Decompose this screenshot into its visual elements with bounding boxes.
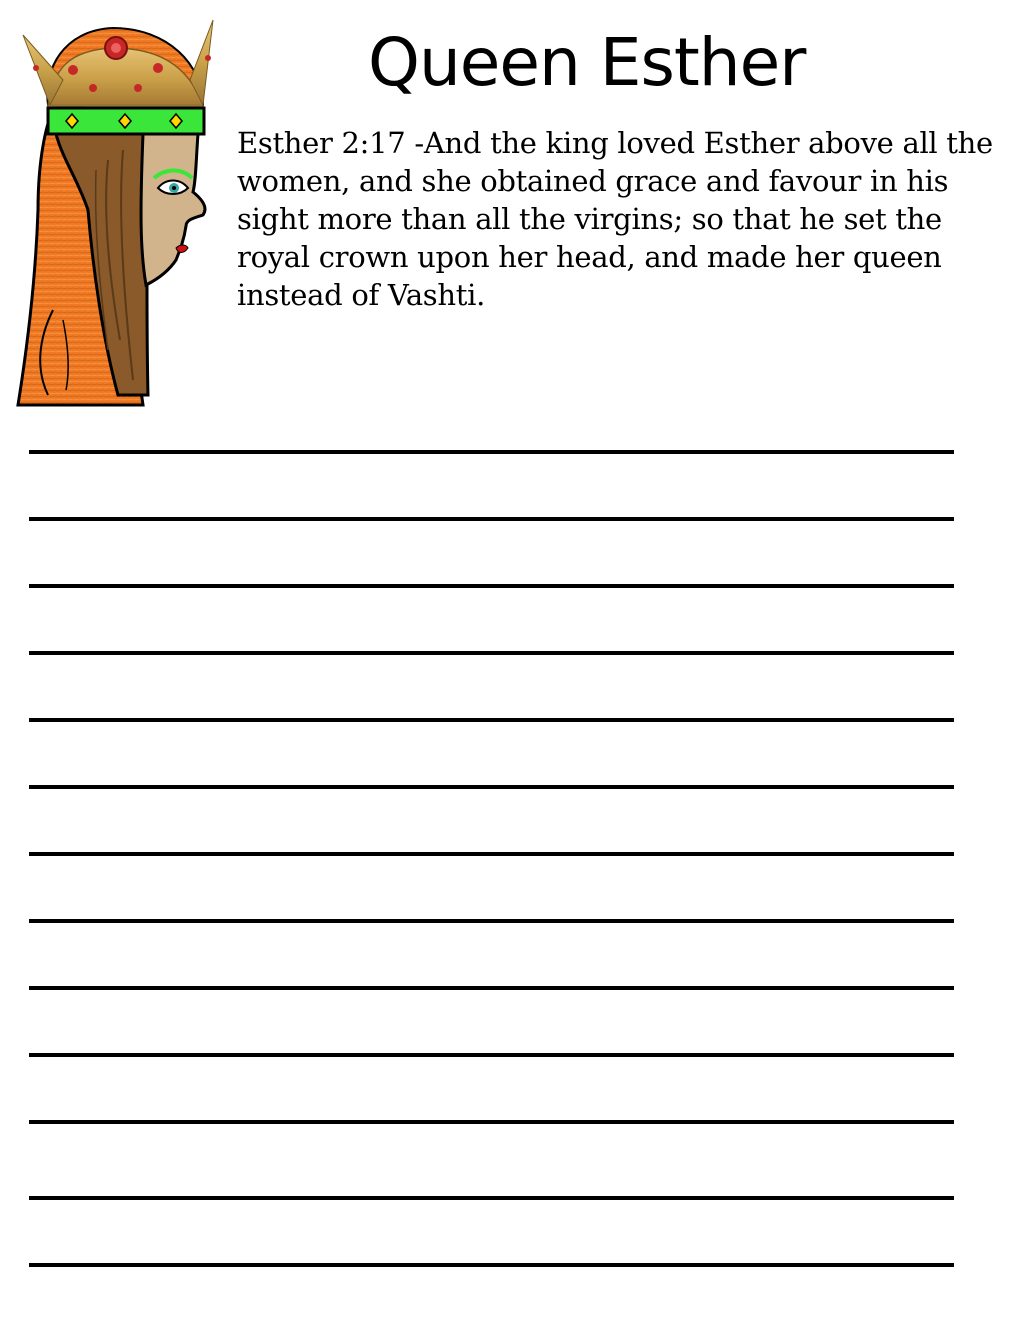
- bible-verse-text: Esther 2:17 -And the king loved Esther above all the women, and she obtained grace and favour in his sight more than all the virgins; so that he set the royal crown upon her head, and made her queen instead of Vashti.: [237, 126, 993, 312]
- writing-lines: [29, 450, 954, 1270]
- writing-line[interactable]: [29, 651, 954, 655]
- writing-line[interactable]: [29, 1263, 954, 1267]
- writing-line[interactable]: [29, 919, 954, 923]
- page-title: Queen Esther: [368, 24, 806, 101]
- writing-line[interactable]: [29, 785, 954, 789]
- writing-line[interactable]: [29, 986, 954, 990]
- writing-line[interactable]: [29, 1196, 954, 1200]
- writing-line[interactable]: [29, 852, 954, 856]
- writing-line[interactable]: [29, 584, 954, 588]
- writing-line[interactable]: [29, 718, 954, 722]
- queen-esther-crown-portrait-icon: [8, 10, 223, 415]
- writing-line[interactable]: [29, 450, 954, 454]
- writing-line[interactable]: [29, 1120, 954, 1124]
- face: [141, 134, 205, 285]
- writing-line[interactable]: [29, 517, 954, 521]
- writing-line[interactable]: [29, 1053, 954, 1057]
